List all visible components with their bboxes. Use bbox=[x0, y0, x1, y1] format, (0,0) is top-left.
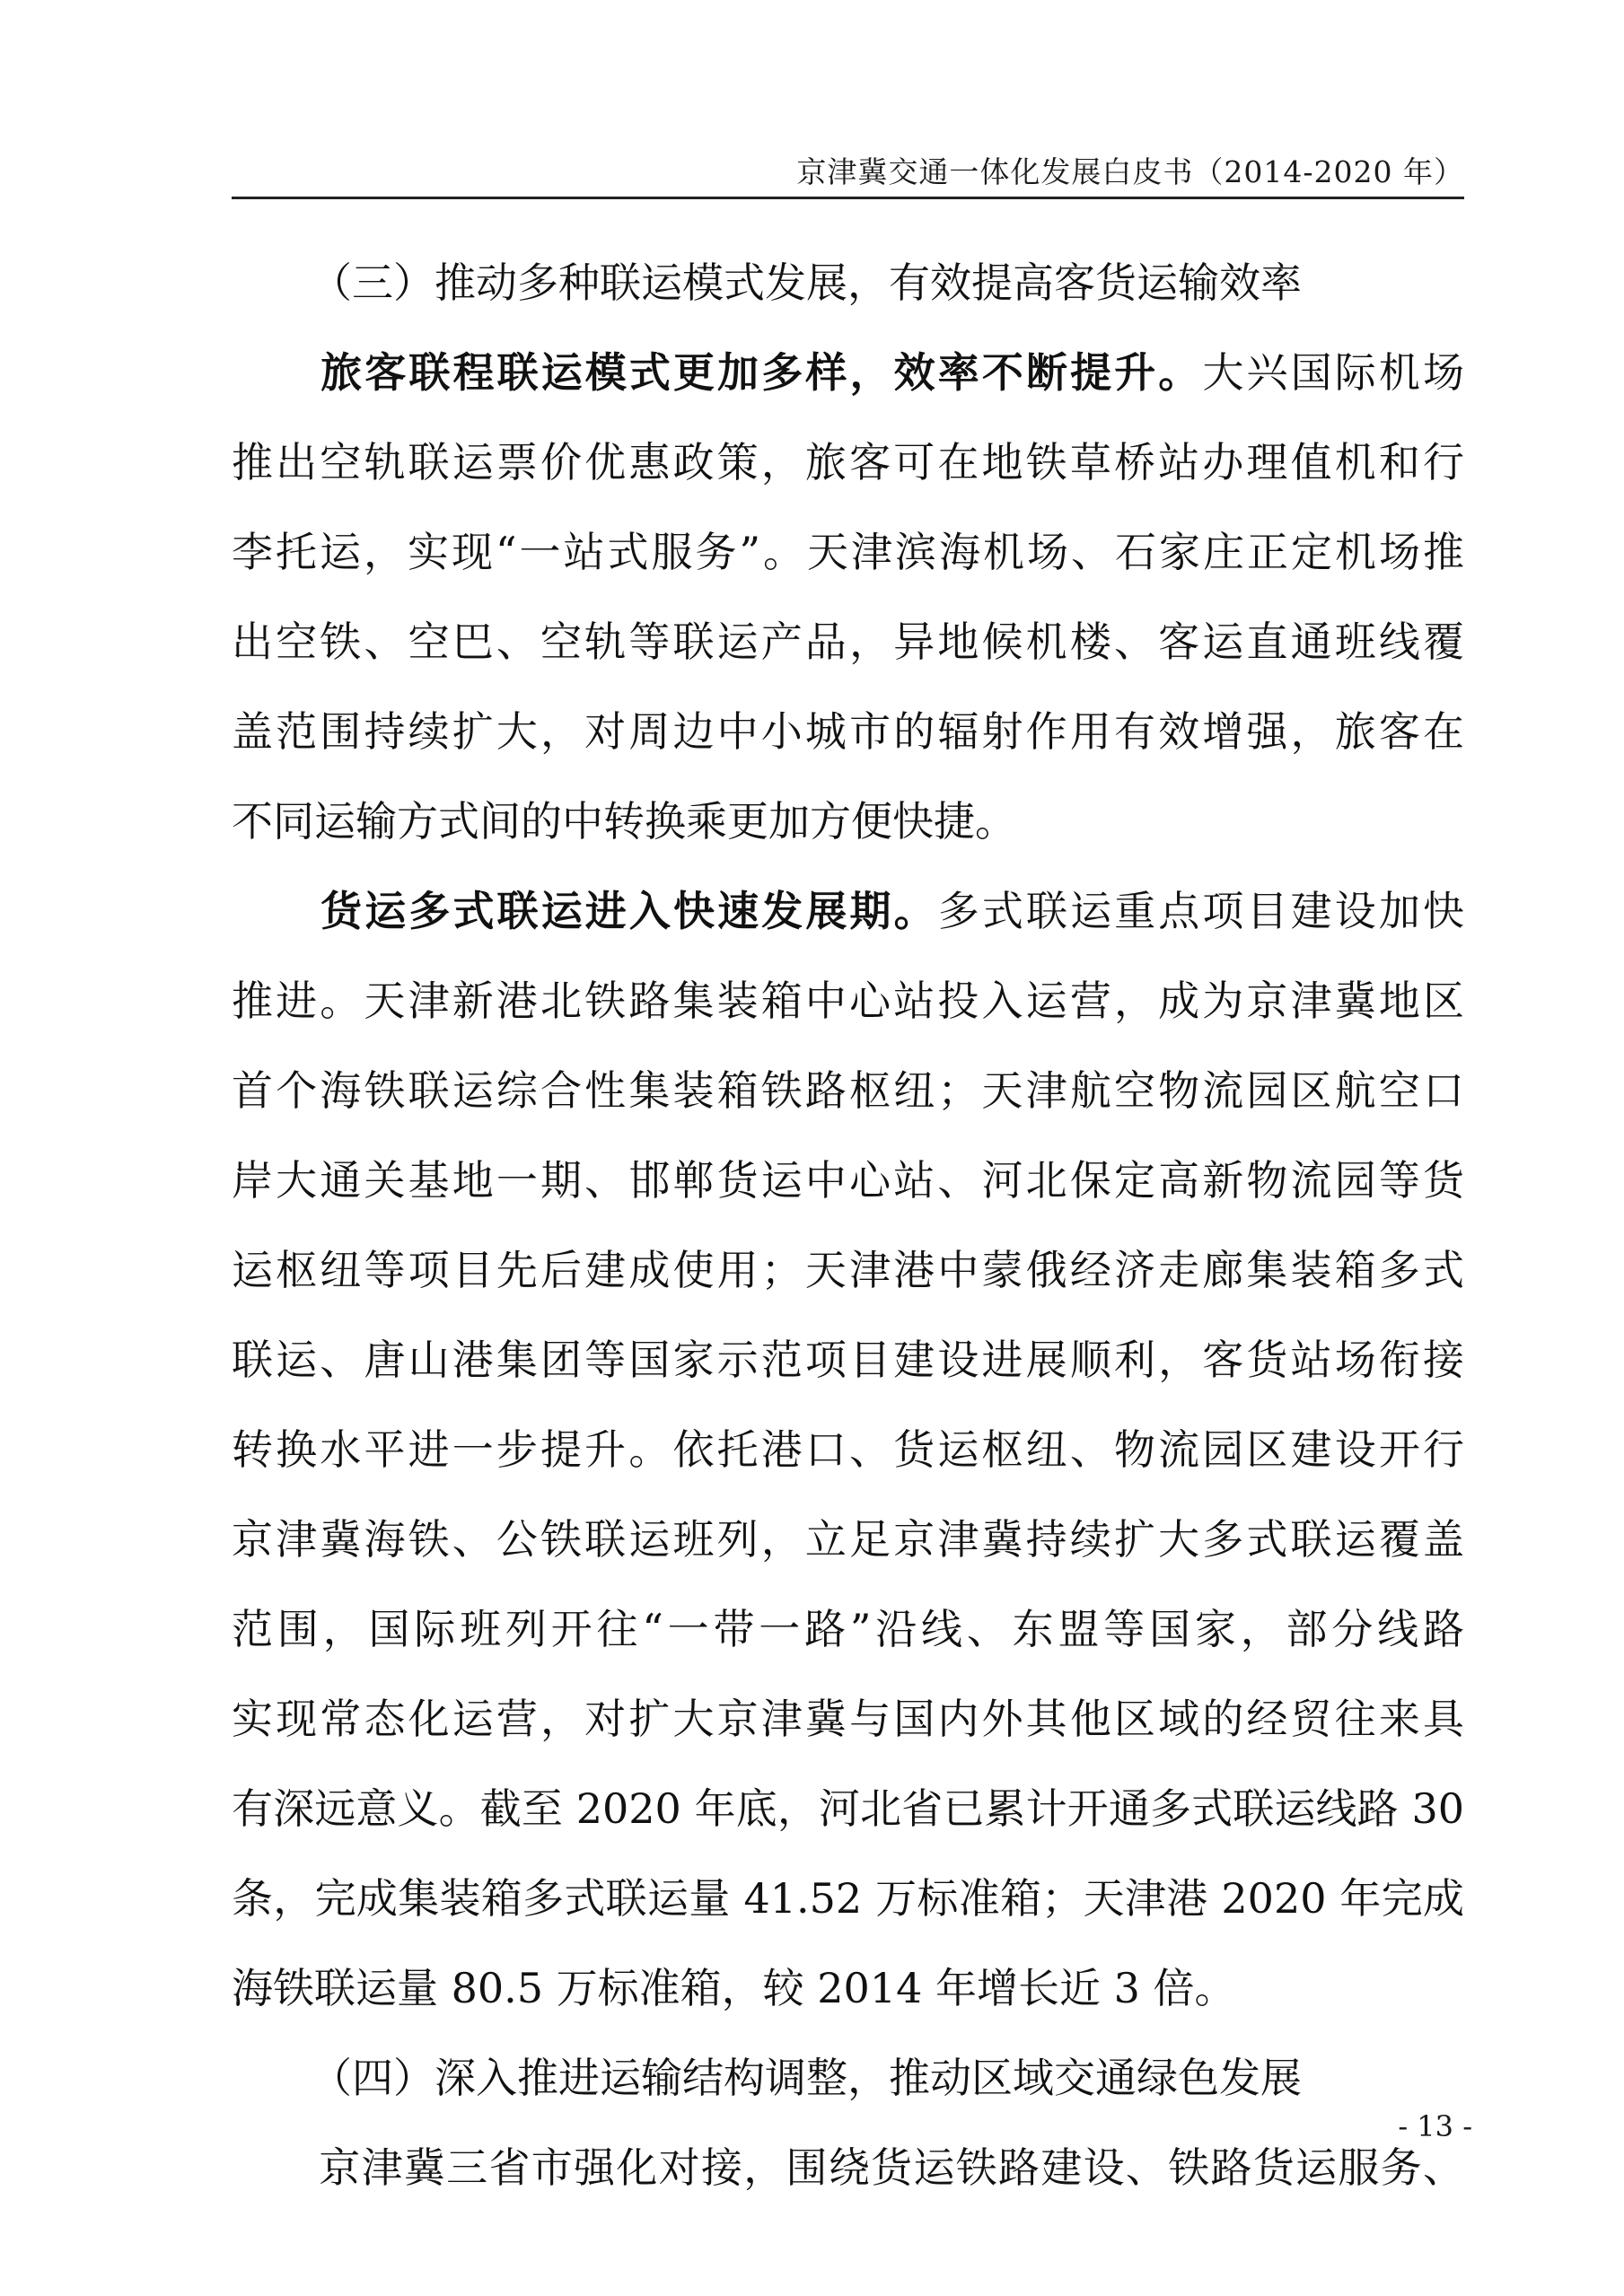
paragraph-1-line-5: 盖范围持续扩大，对周边中小城市的辐射作用有效增强，旅客在 bbox=[232, 707, 1464, 756]
paragraph-1-line-3: 李托运，实现“一站式服务”。天津滨海机场、石家庄正定机场推 bbox=[232, 528, 1464, 576]
paragraph-2-line-10: 实现常态化运营，对扩大京津冀与国内外其他区域的经贸往来具 bbox=[232, 1695, 1464, 1743]
paragraph-2-line-4: 岸大通关基地一期、邯郸货运中心站、河北保定高新物流园等货 bbox=[232, 1156, 1464, 1205]
paragraph-2-line-9: 范围，国际班列开往“一带一路”沿线、东盟等国家，部分线路 bbox=[232, 1605, 1464, 1653]
paragraph-1-lead: 旅客联程联运模式更加多样，效率不断提升。 bbox=[318, 348, 1203, 397]
body-text bbox=[232, 238, 1464, 2213]
paragraph-2-line-12: 条，完成集装箱多式联运量 41.52 万标准箱；天津港 2020 年完成 bbox=[232, 1874, 1464, 1923]
paragraph-1-line-1: 旅客联程联运模式更加多样，效率不断提升。大兴国际机场 bbox=[318, 348, 1464, 397]
paragraph-2-line-13: 海铁联运量 80.5 万标准箱，较 2014 年增长近 3 倍。 bbox=[232, 1964, 1236, 2012]
paragraph-1-line-6: 不同运输方式间的中转换乘更加方便快捷。 bbox=[232, 797, 1016, 846]
paragraph-3-line-1: 京津冀三省市强化对接，围绕货运铁路建设、铁路货运服务、 bbox=[318, 2143, 1464, 2192]
section-heading-4: （四）深入推进运输结构调整，推动区域交通绿色发展 bbox=[311, 2054, 1302, 2102]
paragraph-2-line-8: 京津冀海铁、公铁联运班列，立足京津冀持续扩大多式联运覆盖 bbox=[232, 1515, 1464, 1564]
paragraph-2-line-11: 有深远意义。截至 2020 年底，河北省已累计开通多式联运线路 30 bbox=[232, 1784, 1464, 1833]
page-number: - 13 - bbox=[1398, 2109, 1472, 2143]
section-heading-3: （三）推动多种联运模式发展，有效提高客货运输效率 bbox=[311, 259, 1302, 307]
paragraph-2-lead: 货运多式联运进入快速发展期。 bbox=[318, 887, 938, 935]
paragraph-2-line-7: 转换水平进一步提升。依托港口、货运枢纽、物流园区建设开行 bbox=[232, 1425, 1464, 1474]
paragraph-2-line-2: 推进。天津新港北铁路集装箱中心站投入运营，成为京津冀地区 bbox=[232, 977, 1464, 1025]
paragraph-2-line-5: 运枢纽等项目先后建成使用；天津港中蒙俄经济走廊集装箱多式 bbox=[232, 1246, 1464, 1294]
paragraph-1-line-4: 出空铁、空巴、空轨等联运产品，异地候机楼、客运直通班线覆 bbox=[232, 618, 1464, 666]
paragraph-1-line-2: 推出空轨联运票价优惠政策，旅客可在地铁草桥站办理值机和行 bbox=[232, 438, 1464, 486]
paragraph-2-line-6: 联运、唐山港集团等国家示范项目建设进展顺利，客货站场衔接 bbox=[232, 1336, 1464, 1384]
paragraph-2-line-1: 货运多式联运进入快速发展期。多式联运重点项目建设加快 bbox=[318, 887, 1464, 935]
header-rule bbox=[232, 197, 1464, 199]
paragraph-2-line-3: 首个海铁联运综合性集装箱铁路枢纽；天津航空物流园区航空口 bbox=[232, 1066, 1464, 1115]
running-header: 京津冀交通一体化发展白皮书（2014-2020 年） bbox=[796, 154, 1464, 189]
